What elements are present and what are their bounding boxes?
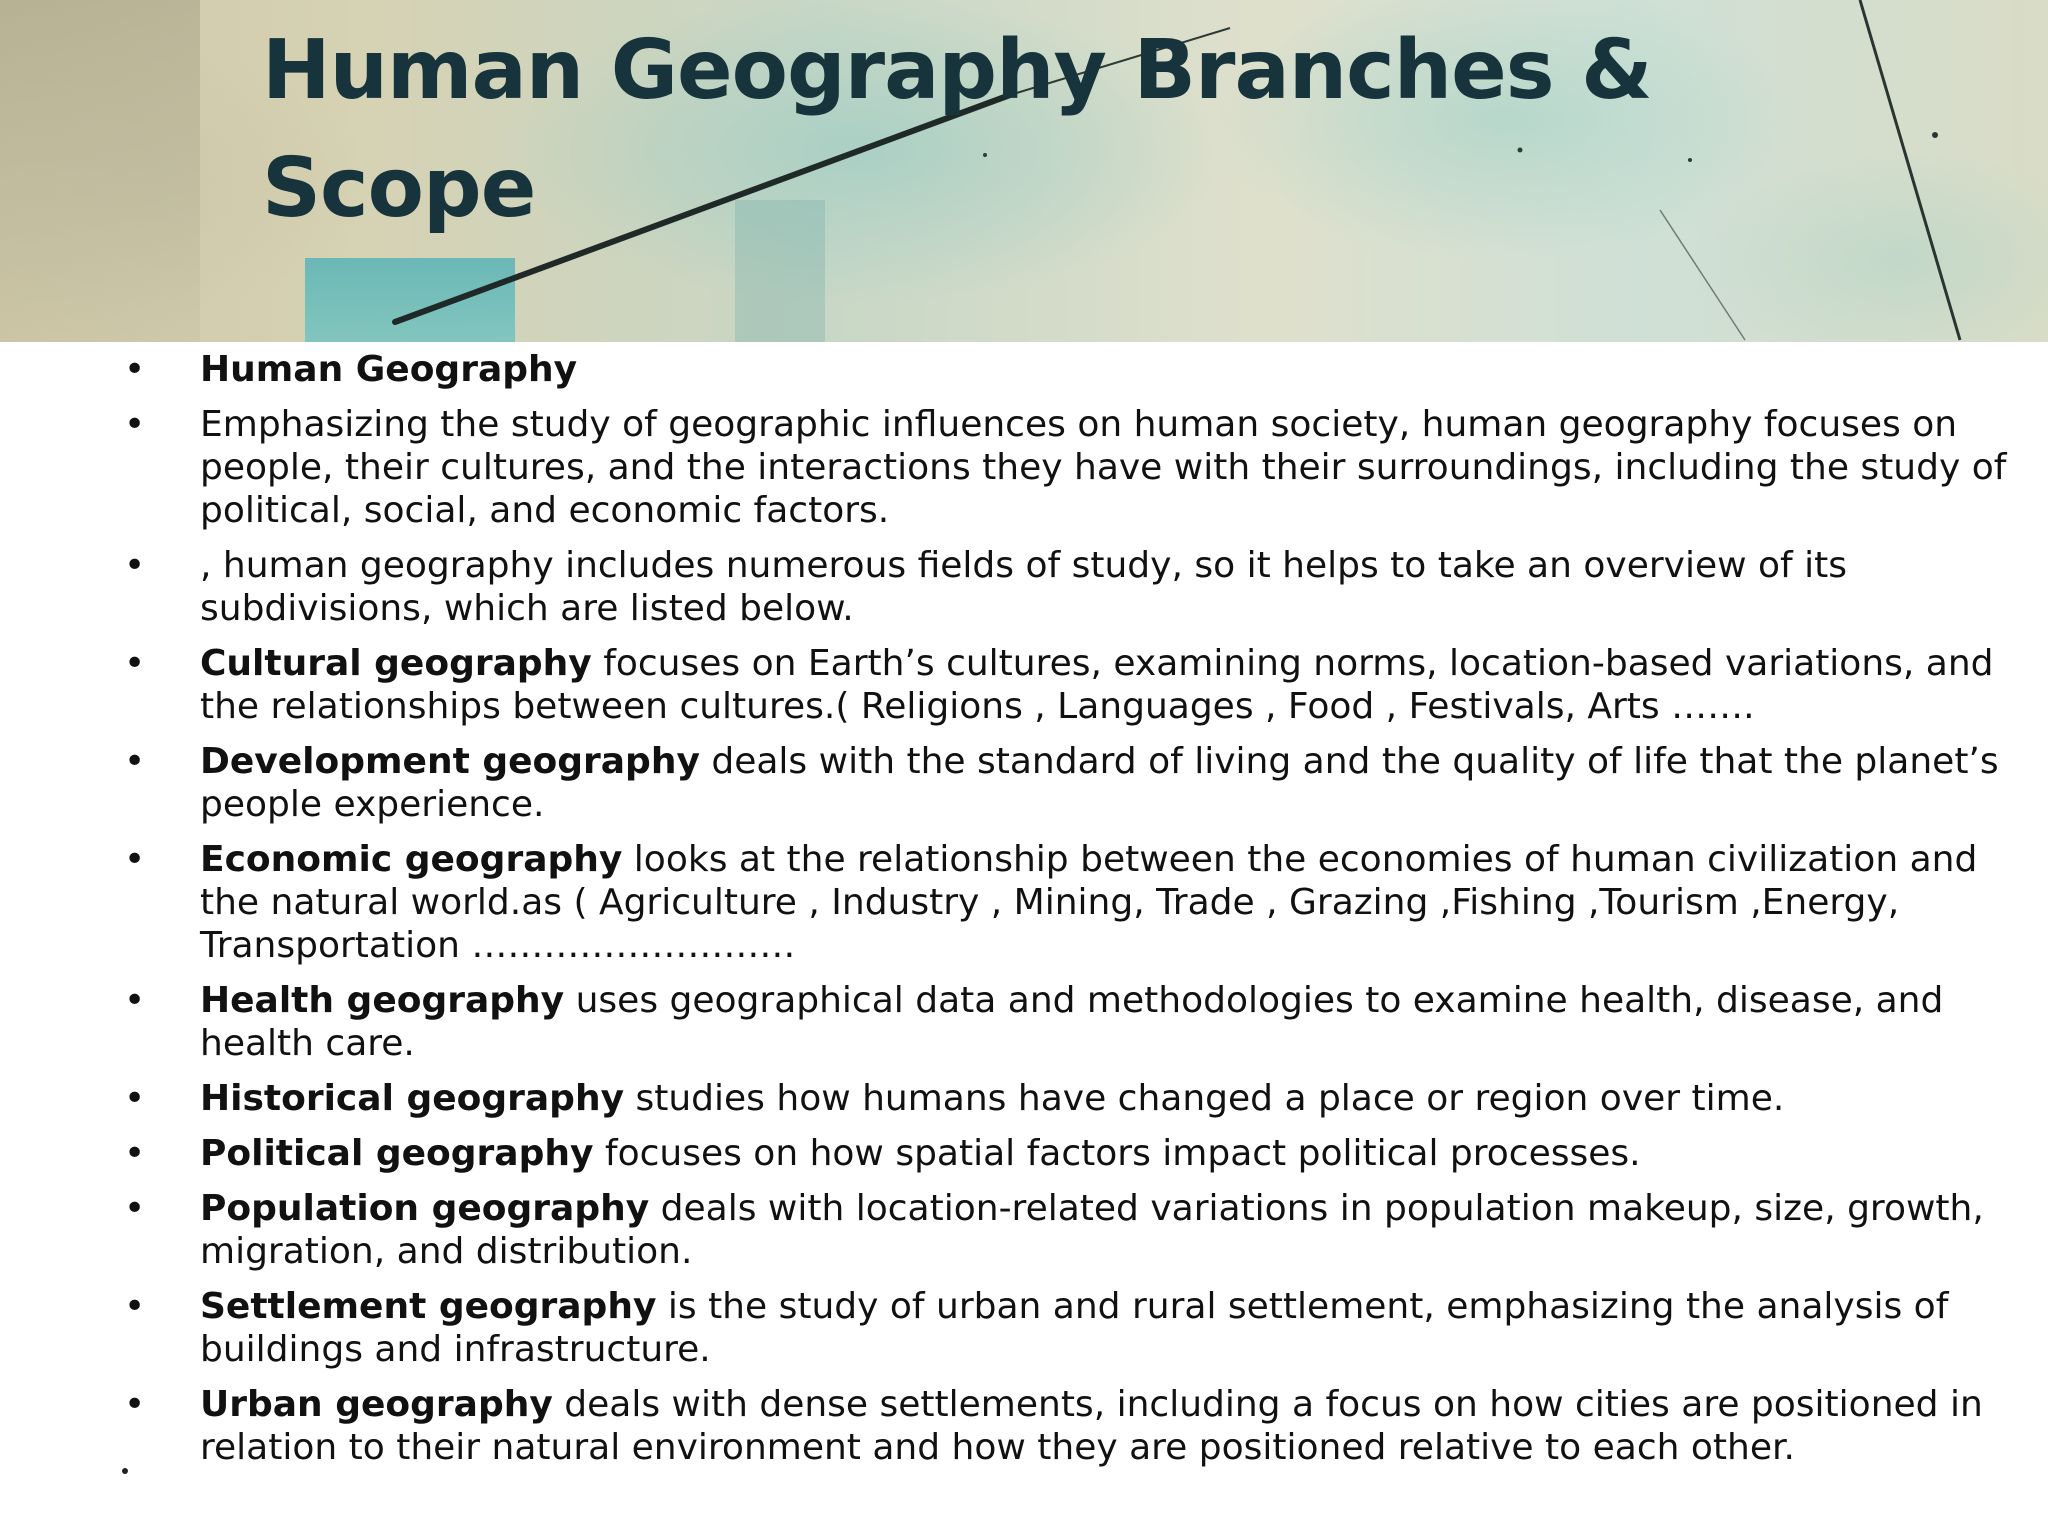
- banner-right-stroke: [1860, 0, 1960, 340]
- bullet-term: Cultural geography: [200, 643, 592, 684]
- bullet-item-health: [0, 979, 2048, 1065]
- bullet-list: [0, 348, 2048, 1469]
- bullet-text: focuses on Earth’s cultures, examining norms, location-based variations, and the relationships between cultures.( Religions , Languages , Food , Festivals, Arts …….: [200, 643, 1994, 727]
- bullet-glyph: •: [124, 1133, 146, 1174]
- bullet-term: Historical geography: [200, 1078, 625, 1119]
- bullet-text: deals with location-related variations in population makeup, size, growth, migration, and distribution.: [200, 1188, 1984, 1272]
- trailing-empty-bullet: [122, 1468, 128, 1474]
- bullet-text: , human geography includes numerous fields of study, so it helps to take an overview of its subdivisions, which are listed below.: [200, 545, 1848, 629]
- bullet-item-development: [0, 740, 2048, 826]
- bullet-term: Economic geography: [200, 839, 623, 880]
- bullet-term: Political geography: [200, 1133, 594, 1174]
- bullet-glyph: •: [124, 1384, 146, 1425]
- bullet-text: looks at the relationship between the economies of human civilization and the natural world.as ( Agriculture , Industry , Mining, Trade , Grazing ,Fishing ,Tourism ,Energy, Transportation ………………………: [200, 839, 1978, 966]
- bullet-text: is the study of urban and rural settlement, emphasizing the analysis of buildings and infrastructure.: [200, 1286, 1949, 1370]
- header-banner: [0, 0, 2048, 342]
- bullet-item-population: [0, 1187, 2048, 1273]
- bullet-glyph: •: [124, 1078, 146, 1119]
- bullet-glyph: •: [124, 1188, 146, 1229]
- bullet-glyph: •: [124, 545, 146, 586]
- bullet-text: focuses on how spatial factors impact political processes.: [593, 1133, 1641, 1174]
- slide-title: Human Geography Branches & Scope: [262, 23, 1652, 236]
- banner-speck-3: [1688, 158, 1692, 162]
- bullet-term: Development geography: [200, 741, 700, 782]
- bullet-item-economic: [0, 838, 2048, 967]
- bullet-item-political: [0, 1132, 2048, 1175]
- bullet-text: deals with dense settlements, including a focus on how cities are positioned in relation to their natural environment and how they are positioned relative to each other.: [200, 1384, 1983, 1468]
- bullet-text: deals with the standard of living and the quality of life that the planet’s people experience.: [200, 741, 1999, 825]
- bullet-item-settlement: [0, 1285, 2048, 1371]
- bullet-text: Emphasizing the study of geographic influences on human society, human geography focuses on people, their cultures, and the interactions they have with their surroundings, including the study of political, social, and economic factors.: [200, 404, 2007, 531]
- bullet-glyph: •: [124, 643, 146, 684]
- bullet-glyph: •: [124, 980, 146, 1021]
- bullet-item-intro: [0, 403, 2048, 532]
- bullet-item-historical: [0, 1077, 2048, 1120]
- bullet-glyph: •: [124, 349, 146, 390]
- bullet-item-cultural: [0, 642, 2048, 728]
- bullet-glyph: •: [124, 1286, 146, 1327]
- bullet-item-human-geography: [0, 348, 2048, 391]
- slide-body: [0, 348, 2048, 1481]
- bullet-term: Urban geography: [200, 1384, 553, 1425]
- bullet-text: studies how humans have changed a place or region over time.: [624, 1078, 1785, 1119]
- bullet-text: uses geographical data and methodologies to examine health, disease, and health care.: [200, 980, 1944, 1064]
- bullet-term: Population geography: [200, 1188, 650, 1229]
- bullet-term: Settlement geography: [200, 1286, 657, 1327]
- bullet-term: Health geography: [200, 980, 565, 1021]
- bullet-item-urban: [0, 1383, 2048, 1469]
- bullet-glyph: •: [124, 741, 146, 782]
- bullet-item-overview: [0, 544, 2048, 630]
- banner-speck-1: [1932, 132, 1938, 138]
- bullet-glyph: •: [124, 839, 146, 880]
- bullet-term: Human Geography: [200, 349, 578, 390]
- bullet-glyph: •: [124, 404, 146, 445]
